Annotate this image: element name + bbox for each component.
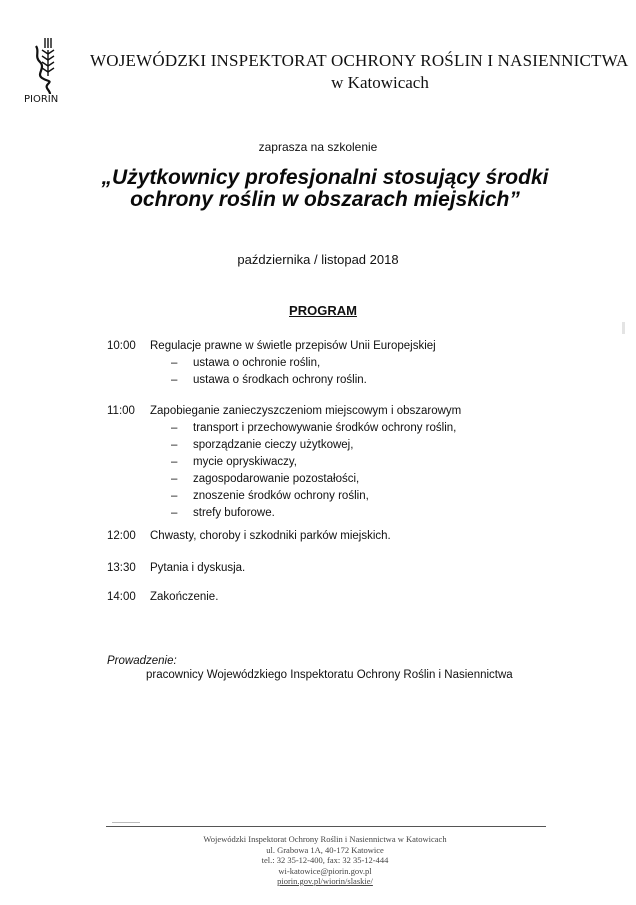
- slot-subitem: [107, 357, 436, 374]
- scan-artifact: [622, 322, 625, 334]
- footer-contact: [100, 834, 550, 887]
- slot-time: 11:00: [107, 405, 135, 417]
- slot-subitem: [107, 490, 461, 507]
- slot-subitem: [107, 473, 461, 490]
- subitem-text: strefy buforowe.: [193, 507, 275, 519]
- slot-title: Chwasty, choroby i szkodniki parków miejskich.: [150, 530, 391, 542]
- slot-time: 12:00: [107, 530, 136, 542]
- organization-name: WOJEWÓDZKI INSPEKTORAT OCHRONY ROŚLIN I NASIENNICTWA: [90, 51, 629, 70]
- dash-bullet: –: [171, 456, 178, 468]
- invitation-intro: zaprasza na szkolenie: [258, 140, 378, 154]
- slot-subitem: [107, 374, 436, 391]
- slot-subitem: [107, 456, 461, 473]
- slot-subitem: [107, 439, 461, 456]
- dash-bullet: –: [171, 357, 178, 369]
- organization-city: w Katowicach: [331, 73, 429, 92]
- schedule-slot: [107, 405, 461, 524]
- slot-time: 10:00: [107, 340, 136, 352]
- subitem-text: ustawa o środkach ochrony roślin.: [193, 374, 367, 386]
- schedule-slot: [107, 340, 436, 391]
- conducted-by-label: Prowadzenie:: [107, 655, 177, 667]
- slot-title: Pytania i dyskusja.: [150, 562, 246, 574]
- slot-time: 14:00: [107, 591, 136, 603]
- slot-time: 13:30: [107, 562, 136, 574]
- footer-divider-fragment: [112, 822, 140, 823]
- schedule-slot: [107, 562, 245, 579]
- slot-title: Zapobieganie zanieczyszczeniom miejscowym i obszarowym: [150, 405, 462, 417]
- slot-subitem: [107, 422, 461, 439]
- schedule-slot: [107, 591, 218, 608]
- slot-title: Zakończenie.: [150, 591, 219, 603]
- dash-bullet: –: [171, 473, 178, 485]
- training-title: [60, 167, 590, 211]
- dash-bullet: –: [171, 374, 178, 386]
- subitem-text: znoszenie środków ochrony roślin,: [193, 490, 369, 502]
- slot-title: Regulacje prawne w świetle przepisów Unii Europejskiej: [150, 340, 436, 352]
- subitem-text: ustawa o ochronie roślin,: [193, 357, 321, 369]
- footer-address: ul. Grabowa 1A, 40-172 Katowice: [266, 844, 384, 855]
- logo-text: PIORIN: [24, 94, 59, 105]
- subitem-text: sporządzanie cieczy użytkowej,: [193, 439, 354, 451]
- training-title-line-2: ochrony roślin w obszarach miejskich”: [130, 188, 520, 211]
- program-heading: PROGRAM: [289, 303, 357, 318]
- subitem-text: zagospodarowanie pozostałości,: [193, 473, 360, 485]
- conducted-by-value: pracownicy Wojewódzkiego Inspektoratu Ochrony Roślin i Nasiennictwa: [146, 669, 513, 681]
- piorin-logo: [24, 36, 68, 108]
- dash-bullet: –: [171, 507, 178, 519]
- footer-org-name: Wojewódzki Inspektorat Ochrony Roślin i Nasiennictwa w Katowicach: [203, 834, 447, 844]
- dash-bullet: –: [171, 422, 178, 434]
- dash-bullet: –: [171, 490, 178, 502]
- subitem-text: transport i przechowywanie środków ochrony roślin,: [193, 422, 457, 434]
- footer-phone-fax: tel.: 32 35-12-400, fax: 32 35-12-444: [261, 855, 389, 865]
- footer-email[interactable]: wi-katowice@piorin.gov.pl: [278, 865, 372, 876]
- training-title-line-1: „Użytkownicy profesjonalni stosujący środki: [101, 166, 549, 189]
- slot-subitem: [107, 507, 461, 524]
- footer-divider: [106, 826, 546, 827]
- training-date: października / listopad 2018: [237, 252, 399, 267]
- dash-bullet: –: [171, 439, 178, 451]
- footer-website-link[interactable]: piorin.gov.pl/wiorin/slaskie/: [277, 876, 373, 886]
- schedule-slot: [107, 530, 391, 547]
- wheat-serpent-icon: [30, 36, 60, 94]
- subitem-text: mycie opryskiwaczy,: [193, 456, 297, 468]
